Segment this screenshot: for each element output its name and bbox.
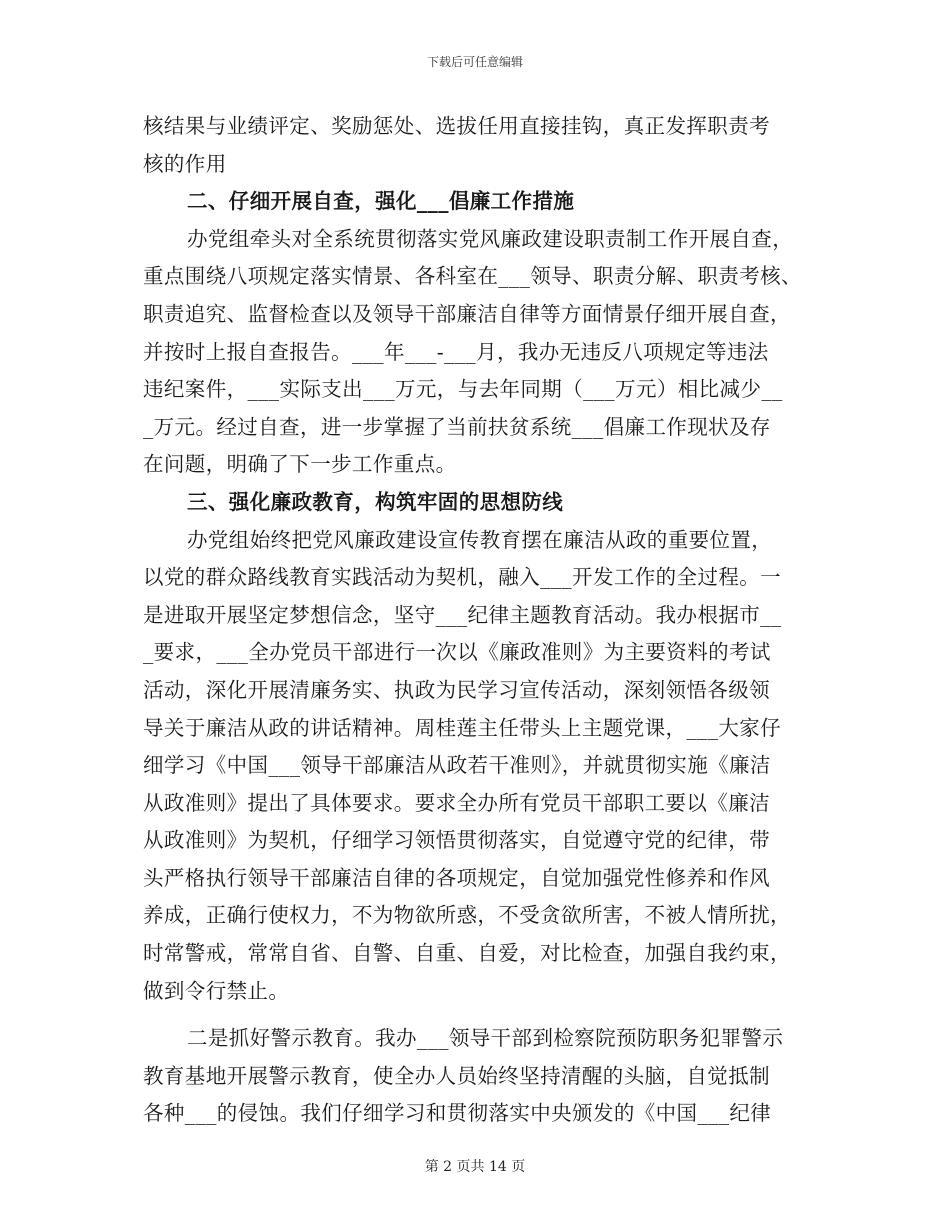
body-line: 细学习《中国___领导干部廉洁从政若干准则》，并就贯彻实施《廉洁 [143,753,771,778]
body-line: 二是抓好警示教育。我办___领导干部到检察院预防职务犯罪警示 [187,1026,784,1051]
body-line: 从政准则》为契机，仔细学习领悟贯彻落实，自觉遵守党的纪律，带 [143,828,770,853]
body-line: _万元。经过自查，进一步掌握了当前扶贫系统___倡廉工作现状及存 [143,414,771,439]
body-line: 在问题，明确了下一步工作重点。 [143,452,457,477]
body-line: 各种___的侵蚀。我们仔细学习和贯彻落实中央颁发的《中国___纪律 [143,1101,772,1126]
body-line: 违纪案件，___实际支出___万元，与去年同期（___万元）相比减少__ [143,377,783,402]
body-line: 活动，深化开展清廉务实、执政为民学习宣传活动，深刻领悟各级领 [143,677,770,702]
body-line: 核的作用 [143,151,227,176]
body-line: 以党的群众路线教育实践活动为契机，融入___开发工作的全过程。一 [143,565,782,590]
body-line: 养成，正确行使权力，不为物欲所惑，不受贪欲所害，不被人情所扰， [143,903,791,928]
page-header: 下载后可任意编辑 [426,55,523,69]
body-line: 从政准则》提出了具体要求。要求全办所有党员干部职工要以《廉洁 [143,790,770,815]
body-line: 核结果与业绩评定、奖励惩处、选拔任用直接挂钩，真正发挥职责考 [143,114,770,138]
body-line: 时常警戒，常常自省、自警、自重、自爱，对比检查，加强自我约束， [143,941,791,966]
body-line: 教育基地开展警示教育，使全办人员始终坚持清醒的头脑，自觉抵制 [143,1063,770,1088]
body-line: _要求，___全办党员干部进行一次以《廉政准则》为主要资料的考试 [143,640,771,665]
body-line: 职责追究、监督检查以及领导干部廉洁自律等方面情景仔细开展自查， [143,301,791,326]
body-line: 做到令行禁止。 [143,978,290,1003]
paragraph-gap [143,1010,823,1020]
body-line: 重点围绕八项规定落实情景、各科室在___领导、职责分解、职责考核、 [143,264,802,289]
page-footer: 第 2 页共 14 页 [424,1159,526,1175]
document-body [143,108,823,1133]
body-line: 办党组牵头对全系统贯彻落实党风廉政建设职责制工作开展自查， [187,226,794,251]
body-line: 导关于廉洁从政的讲话精神。周桂莲主任带头上主题党课，___大家仔 [143,715,782,740]
body-line: 是进取开展坚定梦想信念，坚守___纪律主题教育活动。我办根据市__ [143,602,782,627]
body-line: 头严格执行领导干部廉洁自律的各项规定，自觉加强党性修养和作风 [143,865,770,890]
section-heading: 二、仔细开展自查，强化___倡廉工作措施 [187,189,575,214]
body-line: 并按时上报自查报告。___年___-___月，我办无违反八项规定等违法 [143,339,769,364]
body-line: 办党组始终把党风廉政建设宣传教育摆在廉洁从政的重要位置， [187,527,773,552]
section-heading: 三、强化廉政教育，构筑牢固的思想防线 [187,489,564,514]
